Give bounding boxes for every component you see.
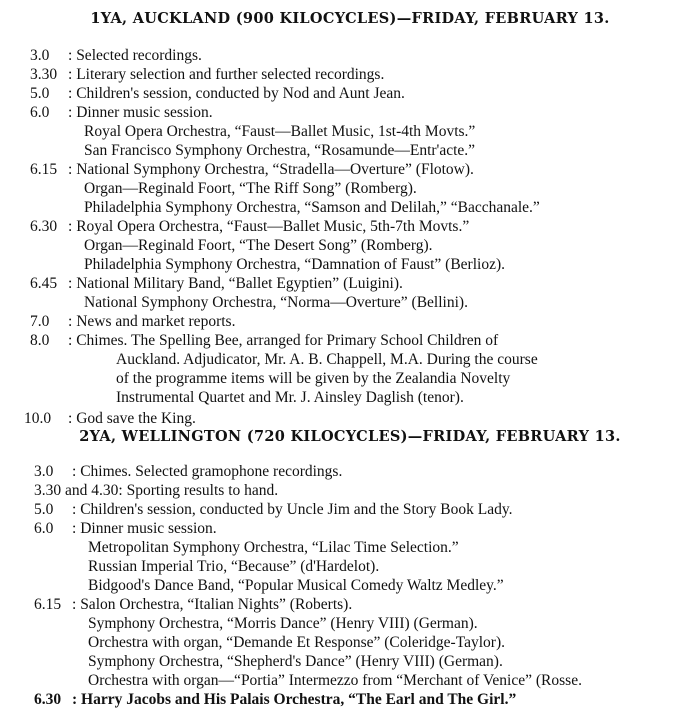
entry-time: 3.0 [30,47,50,64]
schedule-entry-text [72,519,217,539]
schedule-entry-text [68,160,474,180]
entry-line: Royal Opera Orchestra, “Faust—Ballet Music, 5th-7th Movts.” [76,218,470,235]
schedule-entry [34,500,53,520]
entry-line: Russian Imperial Trio, “Because” (d'Hardelot). [88,558,380,575]
entry-separator: : [68,85,77,102]
entry-line: Chimes. The Spelling Bee, arranged for Primary School Children of [76,332,499,349]
entry-line: Organ—Reginald Foort, “The Riff Song” (Romberg). [84,180,417,197]
schedule-entry-text [68,84,405,104]
schedule-entry-text [68,65,384,85]
entry-line: Literary selection and further selected recordings. [76,66,385,83]
entry-time: 3.30 and 4.30 [34,482,119,499]
wellington-heading: 2YA, WELLINGTON (720 KILOCYCLES)—FRIDAY, FEBRUARY 13. [79,428,621,445]
schedule-entry-text [68,46,202,66]
entry-line: Orchestra with organ—“Portia” Intermezzo from “Merchant of Venice” (Rosse. [88,672,582,689]
entry-separator: : [118,482,127,499]
schedule-entry-text [68,312,235,332]
entry-line: Auckland. Adjudicator, Mr. A. B. Chappell, M.A. During the course [116,351,538,368]
schedule-entry-text [68,409,196,429]
schedule-entry [30,274,57,294]
entry-time: 6.30 [30,218,58,235]
entry-line: National Symphony Orchestra, “Norma—Overture” (Bellini). [84,294,468,311]
entry-separator: : [72,520,81,537]
entry-time: 6.45 [30,275,58,292]
entry-line: National Symphony Orchestra, “Stradella—Overture” (Flotow). [76,161,474,178]
schedule-entry [24,409,51,429]
entry-line: Instrumental Quartet and Mr. J. Ainsley Daglish (tenor). [116,389,464,406]
schedule-entry [34,690,61,710]
entry-line: Selected recordings. [76,47,202,64]
entry-line: Organ—Reginald Foort, “The Desert Song” (Romberg). [84,237,433,254]
schedule-entry-text [72,500,512,520]
entry-line: Symphony Orchestra, “Morris Dance” (Henry VIII) (German). [88,615,478,632]
schedule-entry-text [68,331,498,351]
auckland-heading: 1YA, AUCKLAND (900 KILOCYCLES)—FRIDAY, FEBRUARY 13. [90,10,610,27]
schedule-entry [30,217,57,237]
entry-separator: : [68,47,77,64]
entry-time: 5.0 [34,501,54,518]
entry-line: Salon Orchestra, “Italian Nights” (Roberts). [80,596,353,613]
entry-line: Orchestra with organ, “Demande Et Response” (Coleridge-Taylor). [88,634,505,651]
entry-line: Sporting results to hand. [126,482,279,499]
entry-line: National Military Band, “Ballet Egyptien” (Luigini). [76,275,403,292]
entry-separator: : [68,332,77,349]
entry-line: San Francisco Symphony Orchestra, “Rosamunde—Entr'acte.” [84,142,476,159]
entry-line: Metropolitan Symphony Orchestra, “Lilac Time Selection.” [88,539,459,556]
schedule-entry [30,160,57,180]
schedule-entry-text [68,103,213,123]
entry-time: 10.0 [24,410,52,427]
schedule-entry-text [72,690,516,710]
entry-line: Royal Opera Orchestra, “Faust—Ballet Music, 1st-4th Movts.” [84,123,476,140]
entry-time: 8.0 [30,332,50,349]
schedule-entry-text [68,217,469,237]
schedule-entry [30,84,49,104]
entry-line: Symphony Orchestra, “Shepherd's Dance” (Henry VIII) (German). [88,653,503,670]
schedule-entry [34,481,278,501]
entry-separator: : [72,463,81,480]
entry-time: 6.30 [34,691,62,708]
entry-separator: : [68,313,77,330]
entry-time: 5.0 [30,85,50,102]
entry-separator: : [68,218,77,235]
entry-line: Harry Jacobs and His Palais Orchestra, “The Earl and The Girl.” [81,691,517,708]
schedule-entry [34,519,53,539]
schedule-entry-text [68,274,403,294]
entry-line: Philadelphia Symphony Orchestra, “Samson and Delilah,” “Bacchanale.” [84,199,540,216]
entry-time: 3.0 [34,463,54,480]
entry-separator: : [68,275,77,292]
entry-line: Philadelphia Symphony Orchestra, “Damnation of Faust” (Berlioz). [84,256,505,273]
schedule-entry [30,65,57,85]
entry-separator: : [68,410,77,427]
entry-separator: : [72,596,81,613]
entry-time: 6.15 [34,596,62,613]
entry-line: Dinner music session. [80,520,217,537]
entry-line: God save the King. [76,410,196,427]
schedule-entry-text [72,595,352,615]
schedule-entry [30,103,49,123]
schedule-entry-text [72,462,342,482]
entry-time: 3.30 [30,66,58,83]
entry-line: Children's session, conducted by Nod and Aunt Jean. [76,85,405,102]
entry-line: Dinner music session. [76,104,213,121]
entry-time: 7.0 [30,313,50,330]
schedule-entry [30,331,49,351]
entry-line: Bidgood's Dance Band, “Popular Musical Comedy Waltz Medley.” [88,577,504,594]
schedule-entry [30,46,49,66]
entry-separator: : [68,161,77,178]
schedule-entry [34,595,61,615]
entry-time: 6.15 [30,161,58,178]
entry-time: 6.0 [30,104,50,121]
entry-separator: : [68,104,77,121]
entry-line: of the programme items will be given by the Zealandia Novelty [116,370,511,387]
schedule-entry [30,312,49,332]
entry-separator: : [72,691,82,708]
entry-separator: : [68,66,77,83]
schedule-entry [34,462,53,482]
entry-line: Children's session, conducted by Uncle Jim and the Story Book Lady. [80,501,513,518]
entry-time: 6.0 [34,520,54,537]
entry-separator: : [72,501,81,518]
entry-line: Chimes. Selected gramophone recordings. [80,463,343,480]
entry-line: News and market reports. [76,313,236,330]
